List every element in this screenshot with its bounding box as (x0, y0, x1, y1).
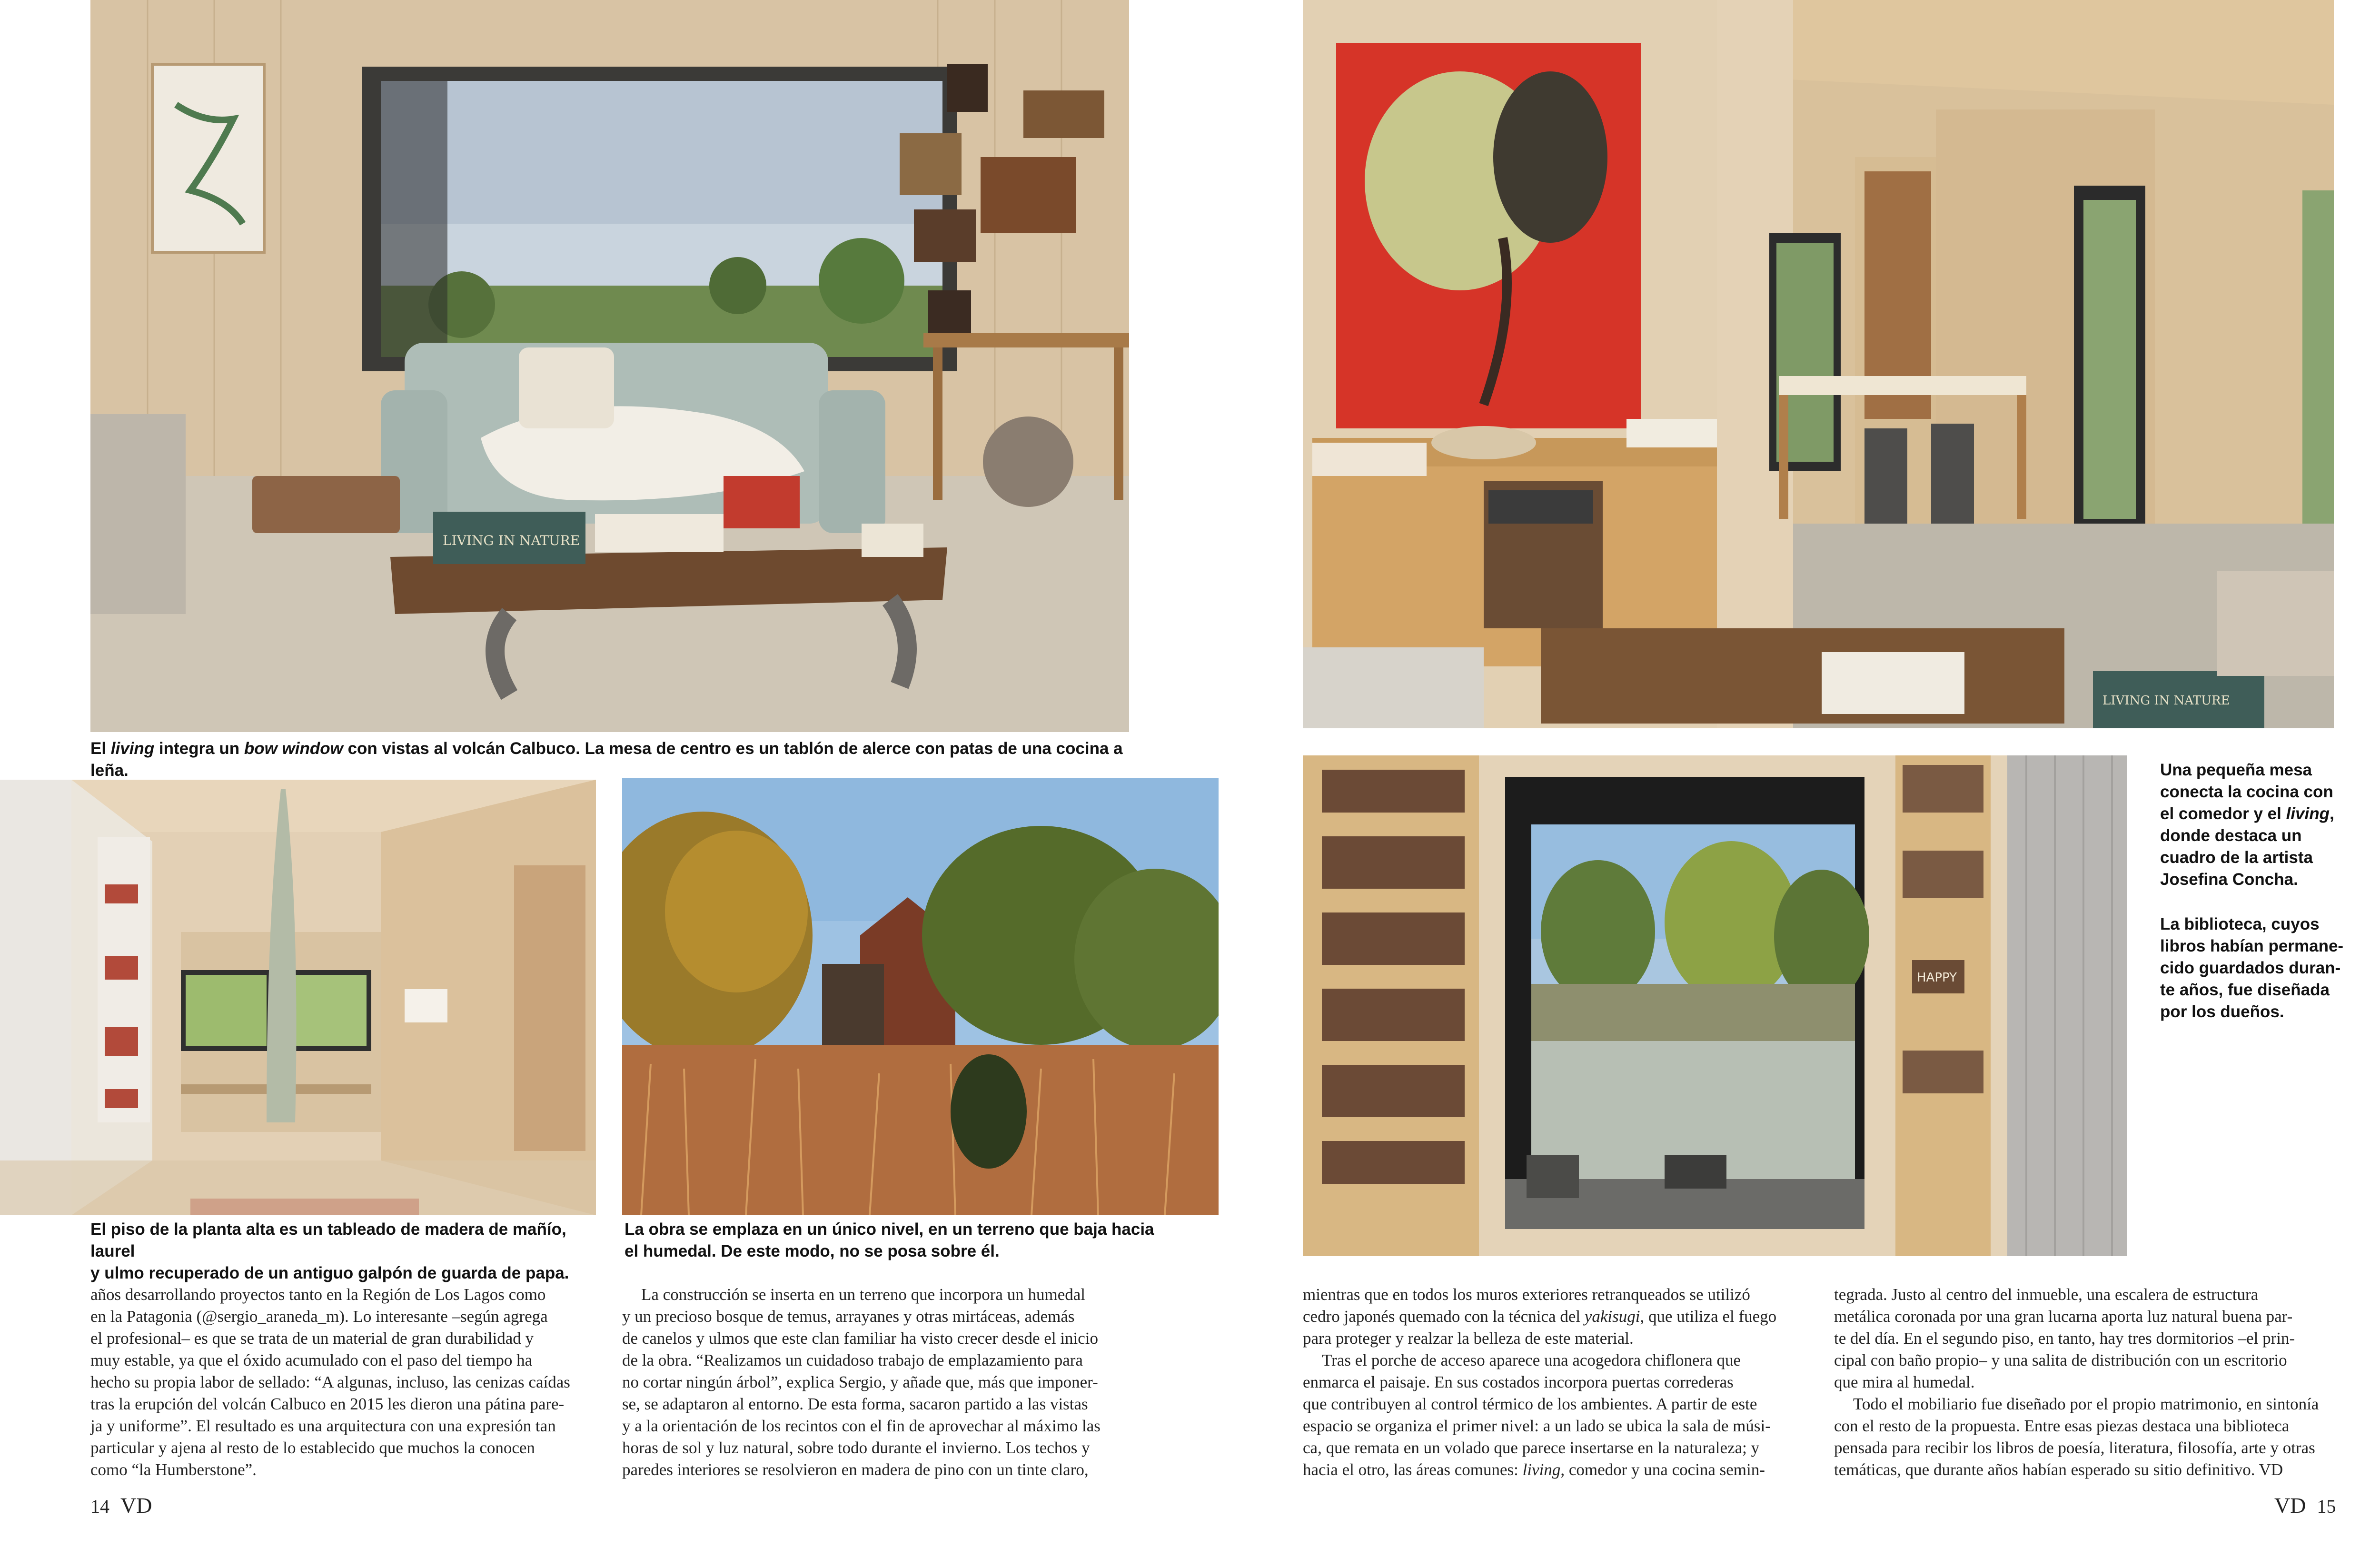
body-line: cedro japonés quemado con la técnica del yakisugi, que utiliza el fuego (1303, 1307, 1777, 1326)
body-column-4 (1834, 1284, 2336, 1481)
body-line: mientras que en todos los muros exteriores retranqueados se utilizó (1303, 1285, 1750, 1304)
body-line: tegrada. Justo al centro del inmueble, una escalera de estructura (1834, 1285, 2259, 1304)
body-line: muy estable, ya que el óxido acumulado con el paso del tiempo ha (90, 1351, 533, 1369)
photo-upper-floor (0, 780, 596, 1215)
photo-dining-painting (1303, 0, 2334, 728)
body-line: que mira al humedal. (1834, 1373, 1975, 1391)
body-line: hacia el otro, las áreas comunes: living, comedor y una cocina semin- (1303, 1460, 1765, 1479)
body-line: paredes interiores se resolvieron en madera de pino con un tinte claro, (622, 1460, 1089, 1479)
body-line: espacio se organiza el primer nivel: a un lado se ubica la sala de músi- (1303, 1417, 1771, 1435)
body-line: y a la orientación de los recintos con el fin de aprovechar al máximo las (622, 1417, 1101, 1435)
body-line: horas de sol y luz natural, sobre todo durante el invierno. Los techos y (622, 1438, 1090, 1457)
body-line: ca, que remata en un volado que parece insertarse en la naturaleza; y (1303, 1438, 1760, 1457)
happy-sign-text: HAPPY (1917, 971, 1957, 985)
body-line: cipal con baño propio– y una salita de distribución con un escritorio (1834, 1351, 2287, 1369)
caption-library: La biblioteca, cuyos libros habían permane- cido guardados duran- te años, fue diseñada por los dueños. (2160, 915, 2344, 1021)
body-line: enmarca el paisaje. En sus costados incorpora puertas correderas (1303, 1373, 1734, 1391)
body-line: con el resto de la propuesta. Entre esas piezas destaca una biblioteca (1834, 1417, 2290, 1435)
body-column-2 (622, 1284, 1127, 1481)
caption-upper-floor: El piso de la planta alta es un tableado de madera de mañío, laurel y ulmo recuperado de un antiguo galpón de guarda de papa. (90, 1220, 569, 1282)
body-line: particular y ajena al resto de lo establecido que muchos la conocen (90, 1438, 535, 1457)
body-line: te del día. En el segundo piso, en tanto, hay tres dormitorios –el prin- (1834, 1329, 2295, 1348)
body-line: en la Patagonia (@sergio_araneda_m). Lo interesante –según agrega (90, 1307, 548, 1326)
body-line: Tras el porche de acceso aparece una acogedora chiflonera que (1322, 1351, 1741, 1369)
photo-library (1303, 755, 2127, 1256)
body-line: Todo el mobiliario fue diseñado por el propio matrimonio, en sintonía (1853, 1395, 2319, 1413)
body-line: ja y uniforme”. El resultado es una arquitectura con una expresión tan (90, 1417, 556, 1435)
photo-exterior-site (622, 778, 1219, 1215)
magazine-mark-right: VD (2274, 1493, 2306, 1517)
body-line: temáticas, que durante años habían esperado su sitio definitivo. VD (1834, 1460, 2283, 1479)
body-column-1 (90, 1284, 593, 1481)
page-number-left: 14 (90, 1496, 109, 1517)
body-line: para proteger y realzar la belleza de este material. (1303, 1329, 1634, 1348)
caption-table: Una pequeña mesa conecta la cocina con el comedor y el living, donde destaca un cuadro de la artista Josefina Concha. (2160, 761, 2334, 889)
body-column-3 (1303, 1284, 1807, 1481)
body-line: de canelos y ulmos que este clan familiar ha visto crecer desde el inicio (622, 1329, 1099, 1348)
body-line: el profesional– es que se trata de un material de gran durabilidad y (90, 1329, 534, 1348)
body-line: que contribuyen al control térmico de los ambientes. A partir de este (1303, 1395, 1757, 1413)
body-line: no cortar ningún árbol”, explica Sergio, y añade que, más que imponer- (622, 1373, 1098, 1391)
caption-living-room: El living integra un bow window con vistas al volcán Calbuco. La mesa de centro es un tablón de alerce con patas de una cocina a leña. (90, 739, 1123, 780)
body-line: pensada para recibir los libros de poesía, literatura, filosofía, arte y otras (1834, 1438, 2315, 1457)
folio-right (2274, 1493, 2336, 1518)
body-line: como “la Humberstone”. (90, 1460, 257, 1479)
caption-exterior-site: La obra se emplaza en un único nivel, en un terreno que baja hacia el humedal. De este modo, no se posa sobre él. (625, 1220, 1154, 1260)
page-number-right: 15 (2317, 1496, 2336, 1517)
magazine-mark-left: VD (120, 1493, 152, 1517)
body-line: tras la erupción del volcán Calbuco en 2015 les dieron una pátina pare- (90, 1395, 565, 1413)
book-title-living: LIVING IN NATURE (443, 533, 580, 548)
end-mark: VD (2255, 1460, 2283, 1479)
folio-left (90, 1493, 152, 1518)
body-line: y un precioso bosque de temus, arrayanes y otras mirtáceas, además (622, 1307, 1075, 1326)
book-title-dining: LIVING IN NATURE (2102, 694, 2230, 708)
body-line: de la obra. “Realizamos un cuidadoso trabajo de emplazamiento para (622, 1351, 1083, 1369)
body-line: La construcción se inserta en un terreno que incorpora un humedal (641, 1285, 1085, 1304)
body-line: hecho su propia labor de sellado: “A algunas, incluso, las cenizas caídas (90, 1373, 570, 1391)
body-line: años desarrollando proyectos tanto en la Región de Los Lagos como (90, 1285, 546, 1304)
body-line: metálica coronada por una gran lucarna aporta luz natural buena par- (1834, 1307, 2293, 1326)
body-line: se, se adaptaron al entorno. De esta forma, sacaron partido a las vistas (622, 1395, 1088, 1413)
photo-living-room (90, 0, 1129, 732)
